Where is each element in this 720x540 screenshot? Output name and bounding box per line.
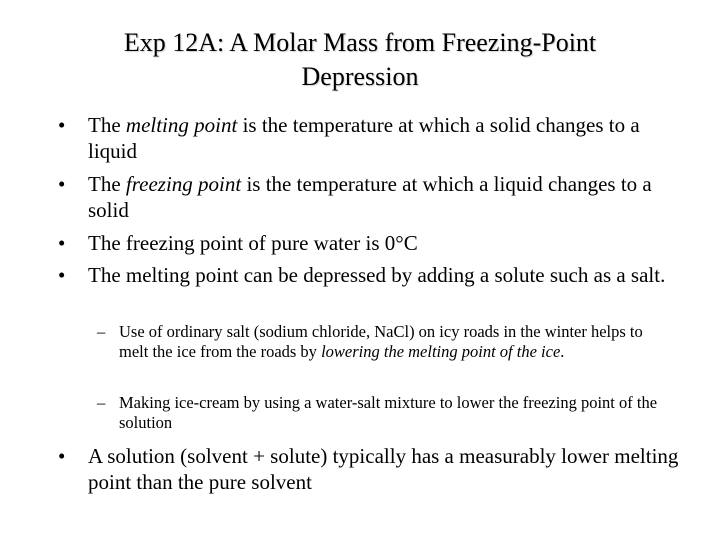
bullet-text-pre: The (88, 172, 126, 196)
bullet-text-emphasis: melting point (125, 113, 238, 137)
subbullet-marker: – (97, 322, 106, 341)
slide-title-line-2: Depression (301, 62, 419, 91)
subbullet-text-emphasis: lowering the melting point of the ice (321, 342, 561, 361)
subbullet-road-salt (97, 322, 664, 362)
subbullet-text-post: . (560, 342, 565, 361)
bullet-marker: • (58, 231, 66, 255)
subbullet-ice-cream (97, 393, 664, 433)
bullet-text: A solution (solvent + solute) typically has a measurably lower melting point than the pure solvent (88, 444, 679, 494)
bullet-freezing-point (58, 171, 688, 223)
bullet-text-post: is the temperature at which a solid changes to a liquid (88, 113, 640, 163)
subbullet-marker: – (97, 393, 106, 412)
bullet-text-pre: The (88, 113, 126, 137)
bullet-text-post: is the temperature at which a liquid changes to a solid (88, 172, 652, 222)
bullet-text: The freezing point of pure water is 0°C (88, 231, 418, 255)
bullet-text-emphasis: freezing point (125, 172, 242, 196)
bullet-marker: • (58, 263, 66, 287)
bullet-depression (58, 262, 688, 288)
subbullet-text-pre: Use of ordinary salt (sodium chloride, NaCl) on icy roads in the winter helps to melt the ice from the roads by (119, 322, 643, 361)
bullet-melting-point (58, 112, 688, 164)
bullet-marker: • (58, 444, 66, 468)
slide-title-line-1: Exp 12A: A Molar Mass from Freezing-Point (123, 28, 597, 57)
bullet-text: The melting point can be depressed by adding a solute such as a salt. (88, 263, 666, 287)
bullet-marker: • (58, 113, 66, 137)
subbullet-text: Making ice-cream by using a water-salt mixture to lower the freezing point of the solution (119, 393, 658, 432)
bullet-marker: • (58, 172, 66, 196)
slide-title (60, 26, 660, 94)
bullet-water-freezing-point (58, 230, 688, 256)
bullet-solution (58, 443, 688, 495)
